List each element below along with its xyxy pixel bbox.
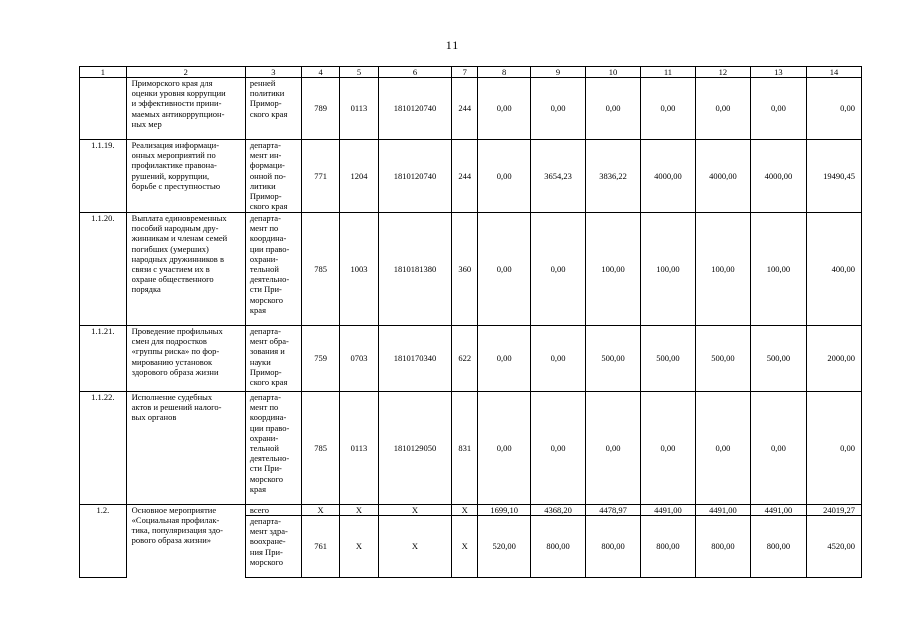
activity-name: Проведение профильных смен для подростков «группы риска» по фор- мированию установок здорового образа жизни [126, 326, 245, 392]
cell-year-value: 0,00 [478, 326, 531, 392]
cell-year-value: 500,00 [750, 326, 806, 392]
cell-year-value: 0,00 [750, 78, 806, 140]
cell-year-value: 800,00 [695, 516, 750, 578]
header-cell: 5 [340, 67, 378, 78]
cell-year-value: 3836,22 [586, 140, 641, 213]
row-number: 1.2. [80, 505, 127, 516]
cell-target-article: X [378, 516, 452, 578]
header-cell: 2 [126, 67, 245, 78]
cell-year-value: 0,00 [478, 140, 531, 213]
executor: департа- мент обра- зования и науки Примор- ского края [245, 326, 301, 392]
cell-year-value: 4000,00 [750, 140, 806, 213]
cell-section: 0703 [340, 326, 378, 392]
cell-year-value: 0,00 [640, 78, 695, 140]
cell-expense-type: 244 [452, 78, 478, 140]
executor: всего [245, 505, 301, 516]
table-row [80, 140, 862, 213]
cell-year-value: 4491,00 [640, 505, 695, 516]
cell-target-article: 1810170340 [378, 326, 452, 392]
cell-year-value: 0,00 [531, 326, 586, 392]
header-cell: 14 [806, 67, 861, 78]
cell-grbs: 761 [301, 516, 339, 578]
cell-grbs: 789 [301, 78, 339, 140]
cell-year-value: 800,00 [531, 516, 586, 578]
cell-year-value: 1699,10 [478, 505, 531, 516]
table-row [80, 213, 862, 326]
cell-year-value: 800,00 [640, 516, 695, 578]
cell-year-value: 100,00 [640, 213, 695, 326]
executor: департа- мент по координа- ции право- охрани- тельной деятельно- сти При- морского края [245, 392, 301, 505]
cell-year-value: 0,00 [531, 392, 586, 505]
cell-section: 0113 [340, 78, 378, 140]
activity-name: Исполнение судебных актов и решений налого- вых органов [126, 392, 245, 505]
cell-year-value: 0,00 [478, 392, 531, 505]
header-cell: 12 [695, 67, 750, 78]
header-cell: 8 [478, 67, 531, 78]
cell-year-value: 4000,00 [640, 140, 695, 213]
cell-year-value: 4491,00 [750, 505, 806, 516]
cell-year-value: 500,00 [695, 326, 750, 392]
cell-expense-type: X [452, 505, 478, 516]
row-number: 1.1.22. [80, 392, 127, 505]
header-cell: 11 [640, 67, 695, 78]
cell-expense-type: 622 [452, 326, 478, 392]
cell-total: 19490,45 [806, 140, 861, 213]
cell-total: 4520,00 [806, 516, 861, 578]
cell-year-value: 800,00 [750, 516, 806, 578]
header-cell: 1 [80, 67, 127, 78]
cell-year-value: 0,00 [695, 392, 750, 505]
cell-section: 1003 [340, 213, 378, 326]
table-row [80, 78, 862, 140]
header-cell: 4 [301, 67, 339, 78]
activity-name: Приморского края для оценки уровня коррупции и эффективности прини- маемых антикоррупцион- ных мер [126, 78, 245, 140]
row-number: 1.1.19. [80, 140, 127, 213]
cell-expense-type: X [452, 516, 478, 578]
activity-name: Основное мероприятие «Социальная профилак- тика, популяризация здо- рового образа жизни» [126, 505, 245, 578]
cell-grbs: 771 [301, 140, 339, 213]
header-cell: 9 [531, 67, 586, 78]
cell-year-value: 0,00 [478, 213, 531, 326]
cell-grbs: 785 [301, 213, 339, 326]
activity-name: Выплата единовременных пособий народным дру- жинникам и членам семей погибших (умерших) народных дружинников в связи с участием их в охране общественного порядка [126, 213, 245, 326]
cell-year-value: 0,00 [478, 78, 531, 140]
cell-grbs: X [301, 505, 339, 516]
cell-year-value: 100,00 [695, 213, 750, 326]
cell-expense-type: 244 [452, 140, 478, 213]
cell-section: 1204 [340, 140, 378, 213]
cell-year-value: 0,00 [531, 78, 586, 140]
row-number [80, 516, 127, 578]
cell-total: 0,00 [806, 78, 861, 140]
row-number: 1.1.20. [80, 213, 127, 326]
cell-target-article: 1810120740 [378, 78, 452, 140]
cell-year-value: 3654,23 [531, 140, 586, 213]
table-row [80, 326, 862, 392]
cell-section: X [340, 516, 378, 578]
cell-target-article: 1810181380 [378, 213, 452, 326]
cell-year-value: 100,00 [750, 213, 806, 326]
executor: департа- мент здра- воохране- ния При- морского [245, 516, 301, 578]
table-row [80, 392, 862, 505]
cell-year-value: 0,00 [750, 392, 806, 505]
cell-year-value: 4491,00 [695, 505, 750, 516]
header-cell: 6 [378, 67, 452, 78]
cell-expense-type: 831 [452, 392, 478, 505]
cell-expense-type: 360 [452, 213, 478, 326]
cell-year-value: 0,00 [640, 392, 695, 505]
cell-target-article: X [378, 505, 452, 516]
budget-table [79, 66, 862, 578]
header-cell: 10 [586, 67, 641, 78]
header-row [80, 67, 862, 78]
cell-year-value: 4368,20 [531, 505, 586, 516]
cell-total: 400,00 [806, 213, 861, 326]
executor: департа- мент по координа- ции право- охрани- тельной деятельно- сти При- морского края [245, 213, 301, 326]
cell-total: 24019,27 [806, 505, 861, 516]
cell-year-value: 800,00 [586, 516, 641, 578]
table-row [80, 505, 862, 516]
cell-year-value: 100,00 [586, 213, 641, 326]
cell-year-value: 0,00 [695, 78, 750, 140]
page-number: 11 [445, 38, 460, 52]
cell-year-value: 500,00 [640, 326, 695, 392]
header-cell: 13 [750, 67, 806, 78]
row-number: 1.1.21. [80, 326, 127, 392]
cell-year-value: 520,00 [478, 516, 531, 578]
header-cell: 3 [245, 67, 301, 78]
cell-grbs: 759 [301, 326, 339, 392]
cell-section: 0113 [340, 392, 378, 505]
row-number [80, 78, 127, 140]
executor: ренней политики Примор- ского края [245, 78, 301, 140]
cell-total: 2000,00 [806, 326, 861, 392]
cell-target-article: 1810120740 [378, 140, 452, 213]
cell-section: X [340, 505, 378, 516]
header-cell: 7 [452, 67, 478, 78]
executor: департа- мент ин- формаци- онной по- литики Примор- ского края [245, 140, 301, 213]
cell-year-value: 4000,00 [695, 140, 750, 213]
cell-year-value: 500,00 [586, 326, 641, 392]
cell-year-value: 0,00 [531, 213, 586, 326]
cell-year-value: 0,00 [586, 78, 641, 140]
cell-grbs: 785 [301, 392, 339, 505]
activity-name: Реализация информаци- онных мероприятий по профилактике правона- рушений, коррупции, борьбе с преступностью [126, 140, 245, 213]
cell-target-article: 1810129050 [378, 392, 452, 505]
cell-total: 0,00 [806, 392, 861, 505]
cell-year-value: 4478,97 [586, 505, 641, 516]
cell-year-value: 0,00 [586, 392, 641, 505]
